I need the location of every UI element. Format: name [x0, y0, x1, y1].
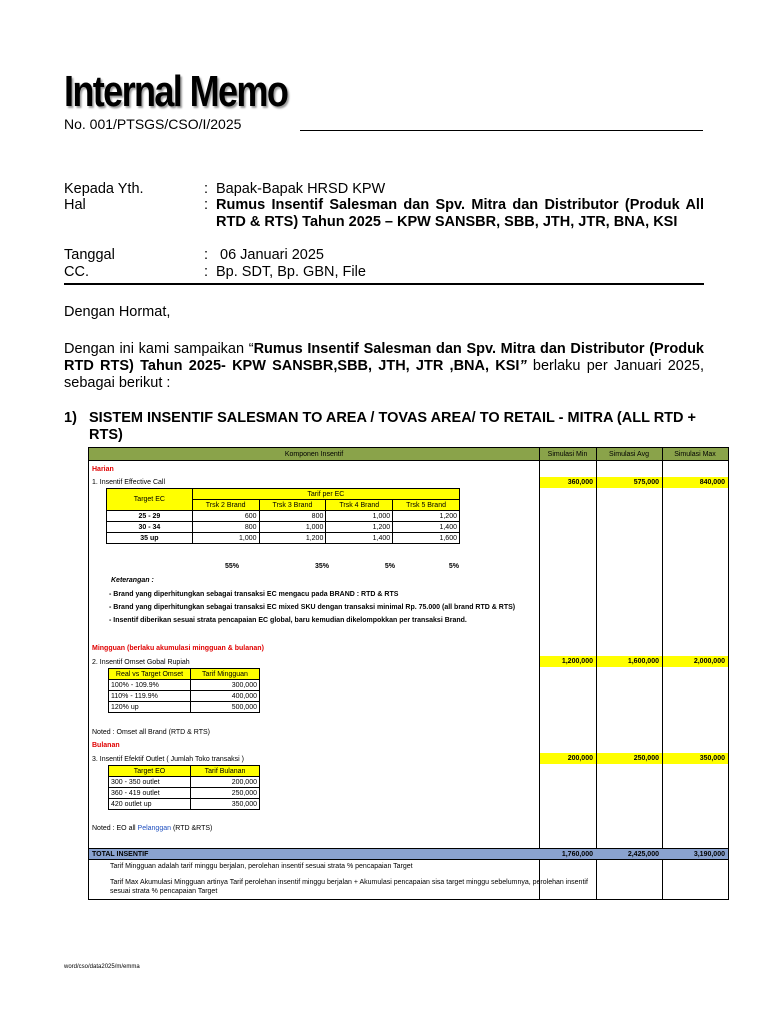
note-mingguan: Tarif Mingguan adalah tarif minggu berjalan, perolehan insentif sesuai strata % pencapaian Target: [110, 863, 413, 870]
eo-table: [108, 765, 260, 810]
cc-value: Bp. SDT, Bp. GBN, File: [216, 264, 366, 280]
noted-omset: Noted : Omset all Brand (RTD & RTS): [92, 729, 210, 736]
item1-max: 840,000: [663, 477, 728, 488]
item2-avg: 1,600,000: [597, 656, 662, 667]
keterangan-item: - Insentif diberikan sesuai strata pencapaian EC global, baru kemudian dikelompokkan per transaksi Brand.: [109, 617, 467, 624]
ec-value: 1,600: [393, 533, 460, 544]
table-row: [109, 691, 260, 702]
ec-brand-header: Trsk 5 Brand: [393, 500, 460, 511]
table-row: [109, 680, 260, 691]
eo-range: 300 - 350 outlet: [109, 777, 191, 788]
item2-min: 1,200,000: [540, 656, 596, 667]
ec-brand-header: Trsk 3 Brand: [259, 500, 326, 511]
section-number: 1): [64, 410, 77, 426]
omset-range: 120% up: [109, 702, 191, 713]
eo-range: 360 - 419 outlet: [109, 788, 191, 799]
table-row: [109, 777, 260, 788]
col-divider: [539, 448, 540, 899]
ec-value: 1,200: [326, 522, 393, 533]
col-komponen: Komponen Insentif: [284, 451, 344, 458]
footer-path: word/cso/data2025/m/emma: [64, 964, 140, 970]
total-max: 3,190,000: [693, 851, 725, 858]
eo-tarif: 200,000: [191, 777, 260, 788]
cc-colon: :: [204, 264, 209, 280]
note-max-akumulasi: Tarif Max Akumulasi Mingguan artinya Tarif perolehan insentif minggu berjalan + Akumulasi pencapaian sisa target minggu sebelumnya, perolehan insentif: [110, 879, 588, 886]
table-row: [107, 522, 460, 533]
ec-value: 1,000: [326, 511, 393, 522]
ec-brand-header: Trsk 2 Brand: [192, 500, 259, 511]
memo-title: Internal Memo: [64, 67, 288, 116]
bulanan-label: Bulanan: [92, 742, 120, 749]
col-divider: [662, 448, 663, 899]
ec-pct: 55%: [224, 563, 239, 570]
item3-label: 3. Insentif Efektif Outlet ( Jumlah Toko transaksi ): [92, 756, 244, 763]
ec-value: 1,000: [259, 522, 326, 533]
item1-label: 1. Insentif Effective Call: [92, 479, 166, 486]
omset-range: 100% - 109.9%: [109, 680, 191, 691]
table-row: [109, 788, 260, 799]
noted-eo-pre: Noted : EO all: [92, 825, 138, 832]
noted-eo: [92, 824, 212, 833]
keterangan-item: - Brand yang diperhitungkan sebagai transaksi EC mixed SKU dengan transaksi minimal Rp. 75.000 (all brand RTD & RTS): [109, 604, 516, 611]
intro-pre: Dengan ini kami sampaikan “: [64, 341, 254, 357]
omset-header: Real vs Target Omset: [109, 669, 191, 680]
ec-value: 1,400: [326, 533, 393, 544]
ec-value: 800: [259, 511, 326, 522]
note-max-akumulasi-cont: sesuai strata % pencapaian Target: [110, 888, 218, 895]
total-label: TOTAL INSENTIF: [92, 851, 149, 858]
col-sim-min: Simulasi Min: [547, 451, 588, 458]
title-rule: [300, 130, 703, 131]
greeting: Dengan Hormat,: [64, 304, 171, 320]
omset-tarif: 300,000: [191, 680, 260, 691]
eo-tarif: 350,000: [191, 799, 260, 810]
ec-tarif-header: Tarif per EC: [192, 489, 459, 500]
to-label: Kepada Yth.: [64, 181, 144, 197]
intro-bold: Rumus Insentif Salesman dan Spv. Mitra dan Distributor (Produk RTD RTS) Tahun 2025- KPW SANSBR,SBB, JTH, JTR ,BNA, KSI: [64, 341, 704, 374]
ec-value: 1,200: [259, 533, 326, 544]
intro-paragraph: [64, 341, 704, 392]
ec-value: 1,400: [393, 522, 460, 533]
subject-colon: :: [204, 197, 209, 213]
ec-pct: 5%: [448, 563, 459, 570]
omset-range: 110% - 119.9%: [109, 691, 191, 702]
ec-pct: 5%: [384, 563, 395, 570]
incentive-table: [88, 447, 729, 900]
intro-quote: ”: [519, 358, 527, 374]
table-row: [107, 533, 460, 544]
subject-label: Hal: [64, 197, 86, 213]
date-label: Tanggal: [64, 247, 115, 263]
cc-label: CC.: [64, 264, 89, 280]
omset-table: [108, 668, 260, 713]
to-value: Bapak-Bapak HRSD KPW: [216, 181, 386, 197]
date-value: 06 Januari 2025: [220, 247, 324, 263]
to-colon: :: [204, 181, 209, 197]
total-row: [89, 848, 728, 860]
table-header: [89, 448, 728, 461]
col-sim-max: Simulasi Max: [674, 451, 716, 458]
item1-min: 360,000: [540, 477, 596, 488]
ec-target: 30 - 34: [107, 522, 193, 533]
eo-header: Target EO: [109, 766, 191, 777]
mingguan-label: Mingguan (berlaku akumulasi mingguan & bulanan): [92, 645, 264, 652]
ec-brand-header: Trsk 4 Brand: [326, 500, 393, 511]
eo-tarif: 250,000: [191, 788, 260, 799]
keterangan-item: - Brand yang diperhitungkan sebagai transaksi EC mengacu pada BRAND : RTD & RTS: [109, 591, 399, 598]
omset-header: Tarif Mingguan: [191, 669, 260, 680]
ec-value: 1,200: [393, 511, 460, 522]
table-row: [109, 702, 260, 713]
date-colon: :: [204, 247, 209, 263]
eo-header: Tarif Bulanan: [191, 766, 260, 777]
item1-avg: 575,000: [597, 477, 662, 488]
ec-pct: 35%: [314, 563, 329, 570]
noted-eo-post: (RTD &RTS): [171, 825, 213, 832]
item3-max: 350,000: [663, 753, 728, 764]
omset-tarif: 400,000: [191, 691, 260, 702]
ec-target-header: Target EC: [107, 489, 193, 511]
intro-post: berlaku per Januari 2025, sebagai berikut :: [64, 358, 704, 391]
eo-range: 420 outlet up: [109, 799, 191, 810]
col-divider: [596, 448, 597, 899]
ec-value: 800: [192, 522, 259, 533]
ec-target: 35 up: [107, 533, 193, 544]
item2-label: 2. Insentif Omset Gobal Rupiah: [92, 659, 190, 666]
ec-value: 600: [192, 511, 259, 522]
item2-max: 2,000,000: [663, 656, 728, 667]
table-row: [109, 799, 260, 810]
table-row: [107, 511, 460, 522]
col-sim-avg: Simulasi Avg: [609, 451, 649, 458]
ec-value: 1,000: [192, 533, 259, 544]
noted-eo-pelanggan: Pelanggan: [137, 825, 172, 832]
total-avg: 2,425,000: [627, 851, 659, 858]
ec-tariff-table: [106, 488, 460, 544]
omset-tarif: 500,000: [191, 702, 260, 713]
item3-avg: 250,000: [597, 753, 662, 764]
total-min: 1,760,000: [561, 851, 593, 858]
section-text: SISTEM INSENTIF SALESMAN TO AREA / TOVAS AREA/ TO RETAIL - MITRA (ALL RTD + RTS): [89, 410, 697, 443]
harian-label: Harian: [92, 466, 114, 473]
keterangan-title: Keterangan :: [111, 577, 154, 584]
memo-number: No. 001/PTSGS/CSO/I/2025: [64, 116, 242, 132]
header-rule: [64, 283, 704, 285]
subject-value: Rumus Insentif Salesman dan Spv. Mitra dan Distributor (Produk All RTD & RTS) Tahun 2025 – KPW SANSBR, SBB, JTH, JTR, BNA, KSI: [216, 197, 704, 230]
item3-min: 200,000: [540, 753, 596, 764]
ec-target: 25 - 29: [107, 511, 193, 522]
